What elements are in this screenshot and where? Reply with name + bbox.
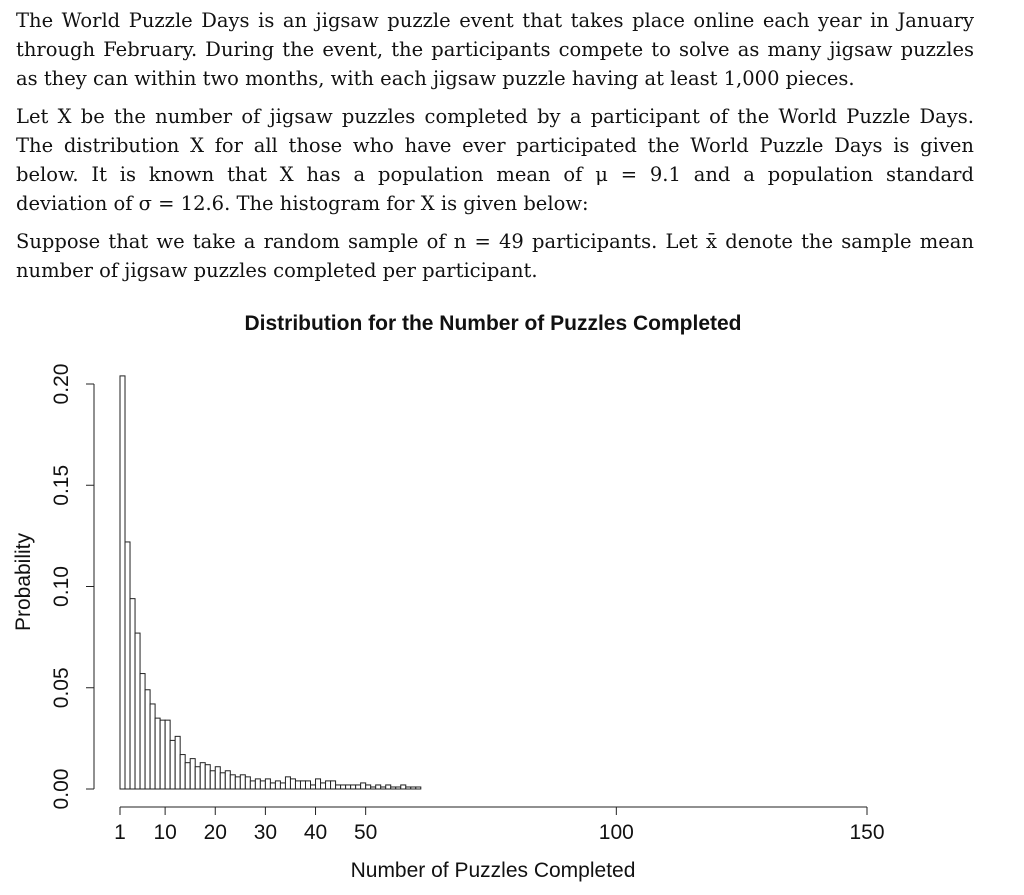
histogram-bar <box>376 785 381 789</box>
x-tick-label: 1 <box>114 821 126 844</box>
y-tick-label: 0.20 <box>50 363 73 405</box>
histogram-bar <box>210 771 215 789</box>
histogram-bar <box>341 785 346 789</box>
histogram-bar <box>326 781 331 789</box>
histogram-bar <box>285 777 290 789</box>
histogram-bar <box>321 783 326 789</box>
histogram-bar <box>150 704 155 789</box>
histogram-bar <box>215 767 220 789</box>
histogram-bar <box>396 787 401 789</box>
intro-line-1: The World Puzzle Days is an jigsaw puzzle event that takes place online each year in January <box>16 9 974 32</box>
histogram-bar <box>290 779 295 789</box>
y-tick-label: 0.10 <box>50 566 73 607</box>
x-tick-label: 100 <box>598 821 634 844</box>
x-tick-label: 150 <box>849 821 885 844</box>
histogram-bar <box>300 781 305 789</box>
x-tick-label: 40 <box>303 821 328 844</box>
histogram-bar <box>366 785 371 789</box>
histogram-bar <box>140 674 145 789</box>
sample-paragraph <box>16 227 974 285</box>
problem-intro-paragraph <box>16 6 974 93</box>
distribution-line-1: Let X be the number of jigsaw puzzles completed by a participant of the World Puzzle Days. <box>16 105 974 128</box>
histogram-bar <box>331 781 336 789</box>
histogram-bar <box>195 767 200 789</box>
histogram-bar <box>225 771 230 789</box>
y-axis-label: Probability <box>12 532 35 632</box>
histogram-bar <box>316 779 321 789</box>
histogram-bar <box>260 781 265 789</box>
histogram-bar <box>391 787 396 789</box>
histogram-bar <box>265 779 270 789</box>
x-axis-label: Number of Puzzles Completed <box>350 859 636 882</box>
histogram-bar <box>155 718 160 789</box>
histogram-bar <box>351 785 356 789</box>
sample-line-1: Suppose that we take a random sample of n = 49 participants. Let x̄ denote the sample mean <box>16 230 974 253</box>
x-tick-label: 20 <box>203 821 227 844</box>
x-tick-label: 30 <box>253 821 278 844</box>
histogram-bar <box>180 755 185 789</box>
histogram-bar <box>160 720 165 789</box>
histogram-chart <box>0 298 1024 895</box>
x-tick-label: 10 <box>153 821 177 844</box>
histogram-bar <box>346 785 351 789</box>
histogram-bar <box>411 787 416 789</box>
histogram-bar <box>280 783 285 789</box>
distribution-line-3: below. It is known that X has a population mean of μ = 9.1 and a population standard <box>16 163 974 186</box>
y-tick-label: 0.15 <box>50 464 73 506</box>
histogram-bar <box>295 781 300 789</box>
histogram-bar <box>185 763 190 789</box>
histogram-bar <box>406 787 411 789</box>
distribution-line-4: deviation of σ = 12.6. The histogram for X is given below: <box>16 192 589 215</box>
x-tick-label: 50 <box>353 821 378 844</box>
histogram-bar <box>235 777 240 789</box>
histogram-bar <box>336 785 341 789</box>
histogram-bar <box>275 781 280 789</box>
chart-title: Distribution for the Number of Puzzles Completed <box>244 312 742 335</box>
histogram-bar <box>361 783 366 789</box>
distribution-paragraph <box>16 102 974 218</box>
histogram-bar <box>170 740 175 789</box>
histogram-bar <box>125 542 130 789</box>
histogram-bar <box>120 376 125 789</box>
intro-line-2: through February. During the event, the participants compete to solve as many jigsaw puzzles <box>16 38 974 61</box>
histogram-bar <box>381 787 386 789</box>
histogram-bar <box>200 763 205 789</box>
histogram-bar <box>220 773 225 789</box>
histogram-bar <box>311 785 316 789</box>
histogram-bar <box>135 633 140 789</box>
histogram-bar <box>230 775 235 789</box>
distribution-line-2: The distribution X for all those who have ever participated the World Puzzle Days is given <box>16 134 974 157</box>
histogram-bar <box>270 783 275 789</box>
histogram-bars <box>120 376 421 789</box>
y-tick-label: 0.05 <box>50 667 73 709</box>
histogram-bar <box>371 787 376 789</box>
histogram-bar <box>175 736 180 789</box>
x-axis <box>114 807 884 844</box>
histogram-bar <box>165 720 170 789</box>
histogram-bar <box>130 599 135 789</box>
histogram-bar <box>306 781 311 789</box>
intro-line-3: as they can within two months, with each jigsaw puzzle having at least 1,000 pieces. <box>16 67 855 90</box>
histogram-bar <box>205 765 210 789</box>
histogram-bar <box>356 785 361 789</box>
histogram-bar <box>416 787 421 789</box>
histogram-bar <box>386 785 391 789</box>
histogram-bar <box>240 775 245 789</box>
histogram-bar <box>190 759 195 789</box>
histogram-bar <box>401 785 406 789</box>
histogram-bar <box>145 690 150 789</box>
histogram-bar <box>245 777 250 789</box>
y-axis <box>50 364 94 810</box>
y-tick-label: 0.00 <box>50 768 73 810</box>
histogram-bar <box>250 781 255 789</box>
histogram-bar <box>255 779 260 789</box>
sample-line-2: number of jigsaw puzzles completed per participant. <box>16 259 538 282</box>
